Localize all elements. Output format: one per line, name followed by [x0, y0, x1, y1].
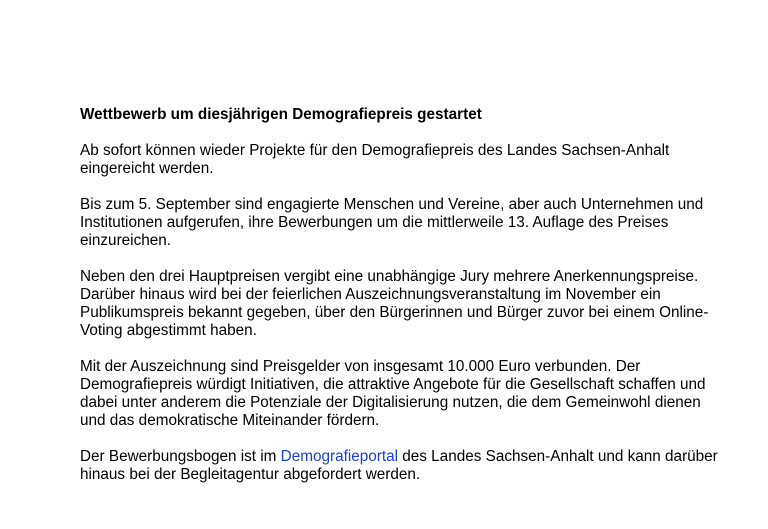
- paragraph-deadline: Bis zum 5. September sind engagierte Menschen und Vereine, aber auch Unternehmen und Institutionen aufgerufen, ihre Bewerbungen um die mittlerweile 13. Auflage des Preises einzureichen.: [80, 196, 704, 249]
- application-text-before-link: Der Bewerbungsbogen ist im: [80, 448, 281, 465]
- demografieportal-link[interactable]: Demografieportal: [280, 448, 399, 465]
- application-text-after-link: des Landes Sachsen-Anhalt und kann darüber hinaus bei der Begleitagentur abgefordert werden.: [80, 448, 718, 483]
- document-body: [80, 106, 720, 484]
- paragraph-application-form: [80, 448, 720, 484]
- paragraph-prizes: Neben den drei Hauptpreisen vergibt eine unabhängige Jury mehrere Anerkennungspreise. Darüber hinaus wird bei der feierlichen Auszeichnungsveranstaltung im November ein Publikumspreis bekannt gegeben, über den Bürgerinnen und Bürger zuvor bei einem Online-Voting abgestimmt haben.: [80, 268, 709, 339]
- paragraph-intro: Ab sofort können wieder Projekte für den Demografiepreis des Landes Sachsen-Anhalt eingereicht werden.: [80, 142, 670, 177]
- paragraph-prize-money: Mit der Auszeichnung sind Preisgelder von insgesamt 10.000 Euro verbunden. Der Demografiepreis würdigt Initiativen, die attraktive Angebote für die Gesellschaft schaffen und dabei unter anderem die Potenziale der Digitalisierung nutzen, die dem Gemeinwohl dienen und das demokratische Miteinander fördern.: [80, 358, 706, 429]
- document-title: Wettbewerb um diesjährigen Demografiepreis gestartet: [80, 106, 482, 123]
